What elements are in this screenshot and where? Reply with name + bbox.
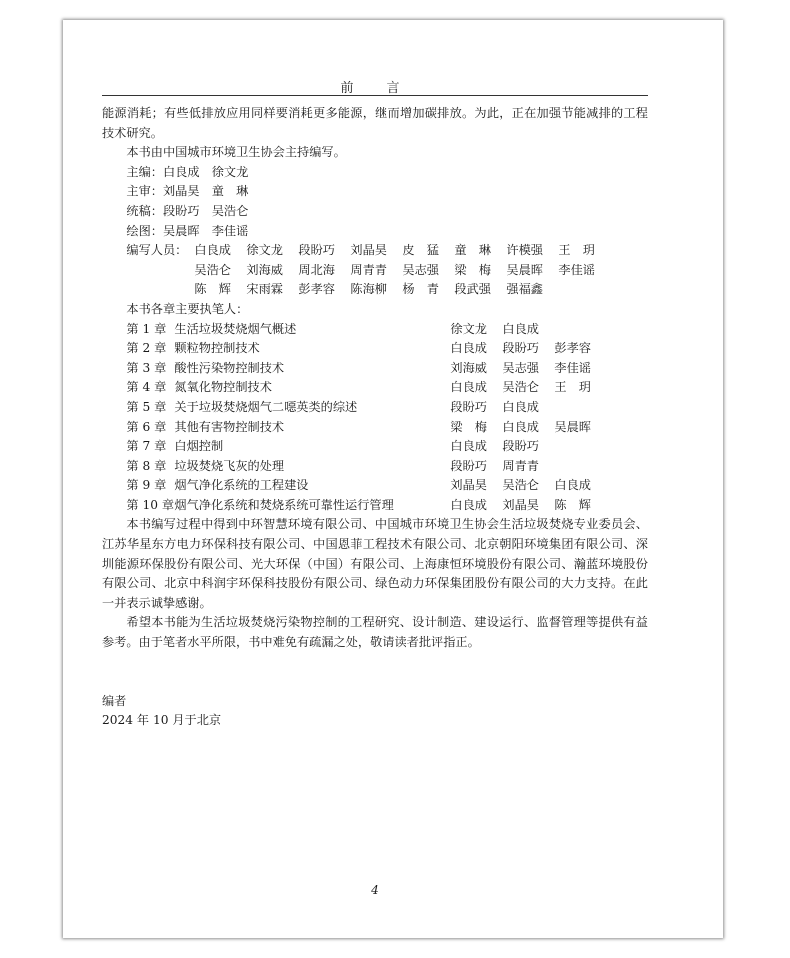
chapter-title: 颗粒物控制技术 (174, 341, 260, 356)
chapter-author: 彭孝容 (554, 341, 591, 356)
staff-name: 彭孝容 (298, 282, 335, 297)
chapter-title: 酸性污染物控制技术 (174, 360, 285, 375)
chapter-author: 吴志强 (502, 360, 539, 375)
chapter-author (554, 457, 606, 477)
chapter-author: 梁 梅 (450, 419, 487, 434)
chapter-title: 烟气净化系统和焚烧系统可靠性运行管理 (174, 497, 394, 512)
chapter-author-list (102, 320, 648, 516)
chapter-number: 第 2 章 (126, 341, 167, 356)
role-compiler: 统稿：段盼巧 吴浩仑 (126, 203, 249, 218)
staff-name: 童 琳 (454, 243, 491, 258)
chapter-author: 李佳谣 (554, 360, 591, 375)
staff-row (194, 280, 610, 300)
staff-name: 陈海柳 (350, 282, 387, 297)
chapter-number: 第 4 章 (126, 380, 167, 395)
staff-name: 白良成 (194, 243, 231, 258)
signature-author: 编者 (102, 693, 127, 708)
staff-name (558, 280, 610, 300)
chapter-author (554, 320, 606, 340)
chapter-number: 第 6 章 (126, 419, 167, 434)
chapter-author: 刘晶昊 (502, 497, 539, 512)
staff-name: 段盼巧 (298, 243, 335, 258)
role-chief-editor: 主编：白良成 徐文龙 (126, 164, 249, 179)
chapter-title: 白烟控制 (174, 439, 224, 454)
chapter-author: 刘晶昊 (450, 478, 487, 493)
staff-name: 刘海威 (246, 262, 283, 277)
chapter-author: 白良成 (502, 419, 539, 434)
chapter-title: 关于垃圾焚烧烟气二噁英类的综述 (174, 399, 358, 414)
staff-name: 段武强 (454, 282, 491, 297)
staff-name: 梁 梅 (454, 262, 491, 277)
staff-name: 许模强 (506, 243, 543, 258)
chapters-intro: 本书各章主要执笔人： (126, 301, 249, 316)
staff-name: 强福鑫 (506, 282, 543, 297)
chapter-row (102, 418, 648, 438)
staff-name: 吴浩仑 (194, 262, 231, 277)
preface-body (102, 104, 648, 731)
staff-name: 周青青 (350, 262, 387, 277)
chapter-author: 刘海威 (450, 360, 487, 375)
staff-name: 皮 猛 (402, 243, 439, 258)
chapter-number: 第 3 章 (126, 360, 167, 375)
chapter-author: 段盼巧 (450, 458, 487, 473)
staff-names (194, 241, 610, 300)
role-illustrator: 绘图：吴晨晖 李佳谣 (126, 223, 249, 238)
staff-list (102, 241, 648, 300)
chapter-title: 烟气净化系统的工程建设 (174, 478, 309, 493)
chapter-row (102, 320, 648, 340)
chapter-author: 白良成 (450, 341, 487, 356)
staff-name: 李佳谣 (558, 262, 595, 277)
closing-paragraph: 希望本书能为生活垃圾焚烧污染物控制的工程研究、设计制造、建设运行、监督管理等提供有益参考。由于笔者水平所限，书中难免有疏漏之处，敬请读者批评指正。 (102, 615, 648, 650)
editorial-roles (102, 163, 648, 241)
chapter-author: 白良成 (502, 321, 539, 336)
chapter-author: 白良成 (450, 497, 487, 512)
chapter-title: 垃圾焚烧飞灰的处理 (174, 458, 285, 473)
chapter-row (102, 457, 648, 477)
chapter-author: 段盼巧 (502, 341, 539, 356)
chapter-author: 吴晨晖 (554, 419, 591, 434)
staff-row (194, 261, 610, 281)
chapter-row (102, 476, 648, 496)
chapter-author: 段盼巧 (502, 439, 539, 454)
chapter-author: 白良成 (502, 399, 539, 414)
chapter-author: 段盼巧 (450, 399, 487, 414)
staff-name: 徐文龙 (246, 243, 283, 258)
chapter-author: 吴浩仑 (502, 380, 539, 395)
staff-name: 宋雨霖 (246, 282, 283, 297)
chapter-number: 第 7 章 (126, 439, 167, 454)
acknowledgement-paragraph: 本书编写过程中得到中环智慧环境有限公司、中国城市环境卫生协会生活垃圾焚烧专业委员会、江苏华星东方电力环保科技有限公司、中国恩菲工程技术有限公司、北京朝阳环境集团有限公司、深圳能源环保股份有限公司、光大环保（中国）有限公司、上海康恒环境股份有限公司、瀚蓝环境股份有限公司、北京中科润宇环保科技股份有限公司、绿色动力环保集团股份有限公司的大力支持。在此一并表示诚挚感谢。 (102, 517, 648, 610)
chapter-author: 白良成 (450, 380, 487, 395)
organizer-line: 本书由中国城市环境卫生协会主持编写。 (126, 145, 346, 160)
chapter-author: 徐文龙 (450, 321, 487, 336)
chapter-author (554, 398, 606, 418)
chapter-author (554, 437, 606, 457)
chapter-number: 第 10 章 (126, 497, 175, 512)
staff-name: 刘晶昊 (350, 243, 387, 258)
chapter-author: 白良成 (554, 478, 591, 493)
chapter-row (102, 359, 648, 379)
chapter-row (102, 437, 648, 457)
staff-row (194, 241, 610, 261)
chapter-number: 第 8 章 (126, 458, 167, 473)
chapter-title: 生活垃圾焚烧烟气概述 (174, 321, 297, 336)
staff-label: 编写人员： (126, 243, 188, 258)
chapter-author: 白良成 (450, 439, 487, 454)
chapter-author: 吴浩仑 (502, 478, 539, 493)
chapter-author: 周青青 (502, 458, 539, 473)
header-rule (102, 95, 648, 96)
staff-name: 杨 青 (402, 282, 439, 297)
chapter-title: 其他有害物控制技术 (174, 419, 285, 434)
staff-name: 吴志强 (402, 262, 439, 277)
chapter-number: 第 1 章 (126, 321, 167, 336)
page-header: 前 言 (340, 81, 410, 96)
chapter-number: 第 5 章 (126, 399, 167, 414)
chapter-row (102, 339, 648, 359)
chapter-row (102, 378, 648, 398)
page-number: 4 (371, 883, 379, 897)
staff-name: 陈 辉 (194, 282, 231, 297)
signature-date: 2024 年 10 月于北京 (102, 713, 222, 728)
role-chief-reviewer: 主审：刘晶昊 童 琳 (126, 184, 249, 199)
staff-name: 吴晨晖 (506, 262, 543, 277)
staff-name: 王 玥 (558, 243, 595, 258)
chapter-author: 王 玥 (554, 380, 591, 395)
chapter-number: 第 9 章 (126, 478, 167, 493)
intro-paragraph: 能源消耗；有些低排放应用同样要消耗更多能源，继而增加碳排放。为此，正在加强节能减排的工程技术研究。 (102, 106, 648, 140)
chapter-row (102, 496, 648, 516)
chapter-row (102, 398, 648, 418)
chapter-title: 氮氧化物控制技术 (174, 380, 272, 395)
staff-name: 周北海 (298, 262, 335, 277)
chapter-author: 陈 辉 (554, 497, 591, 512)
